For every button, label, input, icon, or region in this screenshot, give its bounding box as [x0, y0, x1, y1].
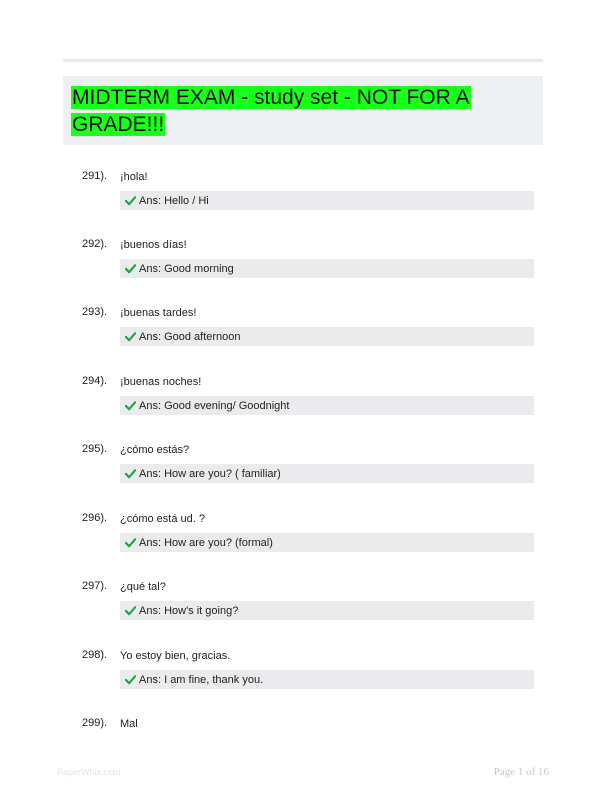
answer-text: How are you? ( familiar): [164, 467, 281, 480]
title-banner: [63, 76, 543, 145]
qa-item-291: [0, 169, 606, 229]
qa-item-299: [0, 716, 606, 746]
question-text: ¿cómo estás?: [120, 444, 190, 456]
question-number: 296).: [82, 512, 108, 524]
answer-prefix: Ans:: [139, 262, 162, 275]
check-icon: [125, 195, 136, 206]
check-icon: [125, 674, 136, 685]
check-icon: [125, 400, 136, 411]
answer-box: [120, 601, 534, 620]
answer-text: I am fine, thank you.: [164, 673, 264, 686]
qa-item-298: [0, 648, 606, 708]
question-number: 293).: [82, 306, 108, 318]
question-text: ¡hola!: [120, 171, 148, 183]
answer-box: [120, 396, 534, 415]
question-number: 292).: [82, 238, 108, 250]
footer-watermark: PaperWhiz.com: [57, 767, 121, 777]
qa-item-295: [0, 442, 606, 502]
answer-prefix: Ans:: [139, 536, 162, 549]
question-text: ¡buenas tardes!: [120, 307, 197, 319]
question-text: ¡buenos días!: [120, 239, 187, 251]
answer-prefix: Ans:: [139, 673, 162, 686]
answer-prefix: Ans:: [139, 330, 162, 343]
question-number: 297).: [82, 580, 108, 592]
question-text: ¿qué tal?: [120, 581, 166, 593]
qa-item-294: [0, 374, 606, 434]
answer-box: [120, 259, 534, 278]
answer-box: [120, 533, 534, 552]
question-number: 295).: [82, 443, 108, 455]
page-title: [71, 84, 535, 138]
answer-text: How's it going?: [164, 604, 239, 617]
answer-prefix: Ans:: [139, 399, 162, 412]
page-number: Page 1 of 16: [493, 766, 549, 778]
question-text: Mal: [120, 718, 138, 730]
check-icon: [125, 331, 136, 342]
answer-text: Good morning: [164, 262, 234, 275]
answer-text: Good evening/ Goodnight: [164, 399, 290, 412]
check-icon: [125, 537, 136, 548]
check-icon: [125, 468, 136, 479]
question-number: 298).: [82, 649, 108, 661]
qa-item-292: [0, 237, 606, 297]
qa-item-293: [0, 305, 606, 365]
question-number: 294).: [82, 375, 108, 387]
page-title-text: MIDTERM EXAM - study set - NOT FOR A GRADE!!!: [72, 86, 470, 136]
qa-item-297: [0, 579, 606, 639]
check-icon: [125, 605, 136, 616]
answer-prefix: Ans:: [139, 194, 162, 207]
answer-prefix: Ans:: [139, 467, 162, 480]
answer-box: [120, 327, 534, 346]
answer-box: [120, 191, 534, 210]
check-icon: [125, 263, 136, 274]
question-number: 291).: [82, 170, 108, 182]
qa-item-296: [0, 511, 606, 571]
question-text: Yo estoy bien, gracias.: [120, 650, 231, 662]
question-text: ¡buenas noches!: [120, 376, 202, 388]
answer-text: Hello / Hi: [164, 194, 209, 207]
top-divider: [63, 59, 543, 62]
answer-prefix: Ans:: [139, 604, 162, 617]
answer-text: Good afternoon: [164, 330, 241, 343]
answer-box: [120, 670, 534, 689]
question-text: ¿cómo está ud. ?: [120, 513, 205, 525]
question-number: 299).: [82, 717, 108, 729]
answer-text: How are you? (formal): [164, 536, 273, 549]
answer-box: [120, 464, 534, 483]
